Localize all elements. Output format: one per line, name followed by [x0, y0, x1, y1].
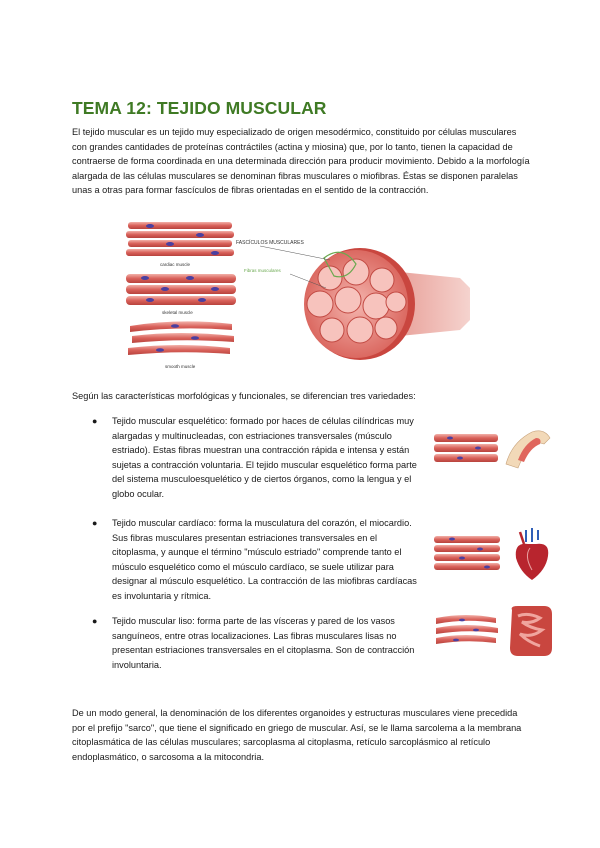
skeletal-muscle-image — [432, 424, 556, 474]
muscle-tissue-figure — [120, 218, 480, 376]
variety-text: Tejido muscular liso: forma parte de las vísceras y pared de los vasos sanguíneos, entre otras localizaciones. Las fibras musculares lisas no presentan estriaciones transversales en el citoplasma. Son de contracción involuntaria. — [112, 616, 415, 670]
list-item — [92, 614, 422, 672]
muscle-bundle — [236, 239, 470, 360]
skeletal-muscle-panel — [126, 274, 236, 315]
bullet-icon: ● — [92, 416, 98, 426]
cardiac-label: cardiac muscle — [160, 262, 191, 267]
intro-paragraph: El tejido muscular es un tejido muy especializado de origen mesodérmico, constituido por células musculares con grandes cantidades de proteínas contráctiles (actina y miosina) que, por lo tanto, tienen la capacidad de contraerse de forma coordinada en una determinada dirección para producir movimiento. Debido a la morfología alargada de las células musculares se denominan fibras musculares o miofibras. Éstas se disponen paralelas unas a otras para formar fascículos de fibras orientadas en el sentido de la contracción. — [72, 127, 530, 196]
skeletal-label: skeletal muscle — [162, 310, 193, 315]
intestine-icon — [510, 606, 552, 656]
list-item — [92, 414, 422, 502]
bullet-icon: ● — [92, 616, 98, 626]
fibras-label: Fibras musculares — [244, 268, 281, 273]
bullet-icon: ● — [92, 518, 98, 528]
page-title: TEMA 12: TEJIDO MUSCULAR — [72, 97, 327, 118]
list-item — [92, 516, 422, 604]
arm-muscle-icon — [506, 431, 550, 468]
heart-icon — [516, 528, 549, 580]
closing-paragraph: De un modo general, la denominación de los diferentes organoides y estructuras musculares viene precedida por el prefijo "sarco", que tiene el significado en griego de muscular. Así, se le llama sarcolema a la membrana citoplasmática de las células musculares; sarcoplasma al citoplasma, retículo sarcoplásmico al retículo endoplasmático, o sarcosoma a la mitocondria. — [72, 708, 522, 762]
variety-text: Tejido muscular esquelético: formado por haces de células cilíndricas muy alargadas y multinucleadas, con estriaciones transversales (músculo estriado). Estas fibras muestran una contracción rápida e intensa y están sujetas a contracción voluntaria. El tejido muscular esquelético forma parte del sistema musculoesquelético y de ciertos órganos, como la lengua y el globo ocular. — [112, 416, 417, 499]
smooth-muscle-panel — [128, 321, 234, 369]
fasciculos-label: FASCÍCULOS MUSCULARES — [236, 240, 304, 246]
cardiac-muscle-panel — [126, 222, 234, 267]
cardiac-muscle-image — [432, 522, 556, 586]
smooth-label: smooth muscle — [165, 364, 196, 369]
varieties-intro: Según las características morfológicas y funcionales, se diferencian tres variedades: — [72, 391, 416, 401]
muscle-tissue-illustration — [120, 218, 480, 376]
smooth-muscle-image — [432, 604, 556, 660]
variety-text: Tejido muscular cardíaco: forma la musculatura del corazón, el miocardio. Sus fibras musculares presentan estriaciones transversales en el citoplasma, y aunque el término "músculo estriado" comprende tanto el músculo esquelético como el músculo cardíaco, se suele utilizar para designar al músculo esquelético. La contracción de las miofibras cardíacas es involuntaria y rítmica. — [112, 518, 417, 601]
